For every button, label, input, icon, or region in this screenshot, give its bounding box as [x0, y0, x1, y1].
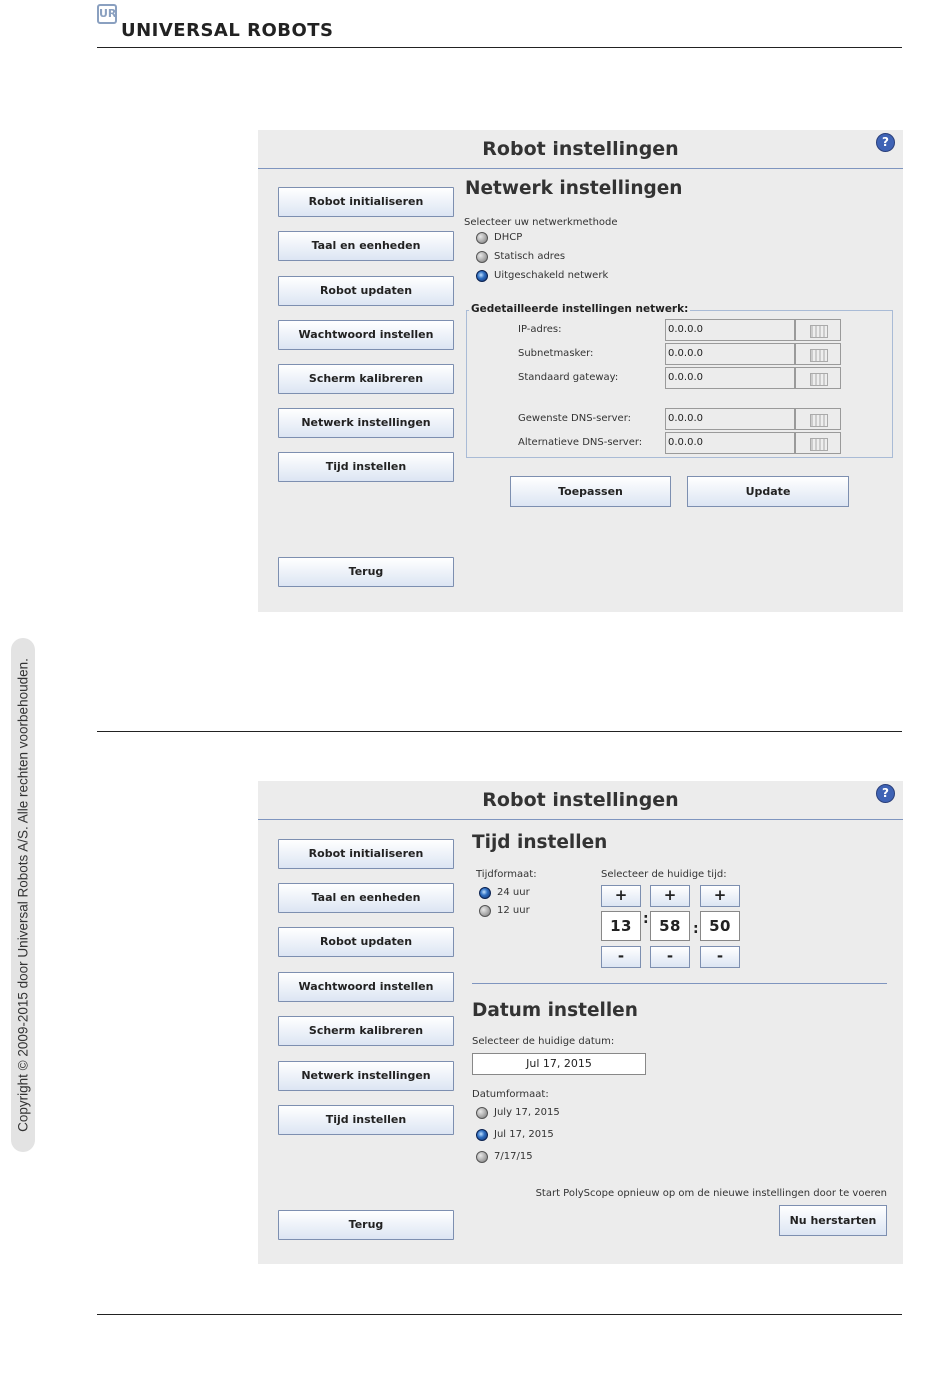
- subnet-input[interactable]: 0.0.0.0: [665, 343, 795, 365]
- nav-taal-en-eenheden-button[interactable]: Taal en eenheden: [278, 231, 454, 261]
- back-button[interactable]: Terug: [278, 557, 454, 587]
- back-button[interactable]: Terug: [278, 1210, 454, 1240]
- radio-date-medium[interactable]: [476, 1129, 488, 1141]
- radio-24h-label: 24 uur: [497, 887, 530, 898]
- dns-alt-input[interactable]: 0.0.0.0: [665, 432, 795, 454]
- nav-wachtwoord-instellen-button[interactable]: Wachtwoord instellen: [278, 972, 454, 1002]
- title-divider: [258, 819, 903, 820]
- seconds-plus-button[interactable]: +: [700, 885, 740, 907]
- time-format-label: Tijdformaat:: [476, 869, 537, 880]
- nav-tijd-instellen-button[interactable]: Tijd instellen: [278, 452, 454, 482]
- dns-primary-keyboard-button[interactable]: [795, 408, 841, 430]
- restart-note: Start PolyScope opnieuw op om de nieuwe instellingen door te voeren: [535, 1188, 887, 1199]
- nav-wachtwoord-instellen-button[interactable]: Wachtwoord instellen: [278, 320, 454, 350]
- nav-tijd-instellen-button[interactable]: Tijd instellen: [278, 1105, 454, 1135]
- time-section-title: Tijd instellen: [472, 832, 608, 853]
- update-button[interactable]: Update: [687, 476, 849, 507]
- keyboard-icon: [810, 349, 828, 362]
- radio-disabled[interactable]: [476, 270, 488, 282]
- nav-netwerk-instellingen-button[interactable]: Netwerk instellingen: [278, 1061, 454, 1091]
- time-settings-screenshot: [258, 781, 903, 1264]
- help-icon[interactable]: ?: [876, 784, 895, 803]
- select-date-label: Selecteer de huidige datum:: [472, 1036, 615, 1047]
- gateway-input[interactable]: 0.0.0.0: [665, 367, 795, 389]
- radio-static[interactable]: [476, 251, 488, 263]
- help-icon[interactable]: ?: [876, 133, 895, 152]
- gateway-keyboard-button[interactable]: [795, 367, 841, 389]
- title-divider: [258, 168, 903, 169]
- select-time-label: Selecteer de huidige tijd:: [601, 869, 727, 880]
- seconds-field[interactable]: 50: [700, 911, 740, 941]
- keyboard-icon: [810, 414, 828, 427]
- radio-date-short[interactable]: [476, 1151, 488, 1163]
- network-settings-screenshot: [258, 130, 903, 612]
- section-rule: [97, 731, 902, 732]
- ip-address-input[interactable]: 0.0.0.0: [665, 319, 795, 341]
- gateway-label: Standaard gateway:: [518, 372, 619, 383]
- time-separator: :: [643, 911, 649, 927]
- seconds-minus-button[interactable]: -: [700, 946, 740, 968]
- minutes-plus-button[interactable]: +: [650, 885, 690, 907]
- minutes-minus-button[interactable]: -: [650, 946, 690, 968]
- footer-rule: [97, 1314, 902, 1315]
- subnet-label: Subnetmasker:: [518, 348, 594, 359]
- panel-title: Robot instellingen: [482, 138, 679, 160]
- time-separator: :: [693, 921, 699, 937]
- radio-date-medium-label: Jul 17, 2015: [494, 1129, 554, 1140]
- date-section-title: Datum instellen: [472, 1000, 638, 1021]
- restart-now-button[interactable]: Nu herstarten: [779, 1205, 887, 1236]
- nav-taal-en-eenheden-button[interactable]: Taal en eenheden: [278, 883, 454, 913]
- section-title: Netwerk instellingen: [465, 178, 683, 199]
- nav-robot-updaten-button[interactable]: Robot updaten: [278, 927, 454, 957]
- radio-12h-label: 12 uur: [497, 905, 530, 916]
- nav-robot-updaten-button[interactable]: Robot updaten: [278, 276, 454, 306]
- network-method-label: Selecteer uw netwerkmethode: [464, 217, 618, 228]
- subnet-keyboard-button[interactable]: [795, 343, 841, 365]
- hours-field[interactable]: 13: [601, 911, 641, 941]
- dns-primary-label: Gewenste DNS-server:: [518, 413, 632, 424]
- radio-disabled-label: Uitgeschakeld netwerk: [494, 270, 609, 281]
- panel-title: Robot instellingen: [482, 789, 679, 811]
- radio-dhcp-label: DHCP: [494, 232, 523, 243]
- nav-scherm-kalibreren-button[interactable]: Scherm kalibreren: [278, 364, 454, 394]
- header-rule: [97, 47, 902, 48]
- network-details-legend: Gedetailleerde instellingen netwerk:: [471, 303, 689, 315]
- hours-plus-button[interactable]: +: [601, 885, 641, 907]
- nav-scherm-kalibreren-button[interactable]: Scherm kalibreren: [278, 1016, 454, 1046]
- nav-netwerk-instellingen-button[interactable]: Netwerk instellingen: [278, 408, 454, 438]
- nav-robot-initialiseren-button[interactable]: Robot initialiseren: [278, 187, 454, 217]
- keyboard-icon: [810, 325, 828, 338]
- ur-logo-icon: UR: [97, 4, 117, 24]
- minutes-field[interactable]: 58: [650, 911, 690, 941]
- nav-robot-initialiseren-button[interactable]: Robot initialiseren: [278, 839, 454, 869]
- radio-date-short-label: 7/17/15: [494, 1151, 533, 1162]
- radio-static-label: Statisch adres: [494, 251, 566, 262]
- ip-address-label: IP-adres:: [518, 324, 562, 335]
- keyboard-icon: [810, 438, 828, 451]
- dns-primary-input[interactable]: 0.0.0.0: [665, 408, 795, 430]
- time-date-divider: [472, 983, 887, 984]
- ip-keyboard-button[interactable]: [795, 319, 841, 341]
- date-input[interactable]: Jul 17, 2015: [472, 1053, 646, 1075]
- hours-minus-button[interactable]: -: [601, 946, 641, 968]
- dns-alt-keyboard-button[interactable]: [795, 432, 841, 454]
- radio-date-long[interactable]: [476, 1107, 488, 1119]
- copyright-text: Copyright © 2009-2015 door Universal Robots A/S. Alle rechten voorbehouden.: [15, 658, 31, 1132]
- radio-date-long-label: July 17, 2015: [494, 1107, 560, 1118]
- radio-24h[interactable]: [479, 887, 491, 899]
- brand-name: UNIVERSAL ROBOTS: [121, 20, 334, 41]
- dns-alt-label: Alternatieve DNS-server:: [518, 437, 643, 448]
- apply-button[interactable]: Toepassen: [510, 476, 671, 507]
- keyboard-icon: [810, 373, 828, 386]
- radio-dhcp[interactable]: [476, 232, 488, 244]
- date-format-label: Datumformaat:: [472, 1089, 549, 1100]
- radio-12h[interactable]: [479, 905, 491, 917]
